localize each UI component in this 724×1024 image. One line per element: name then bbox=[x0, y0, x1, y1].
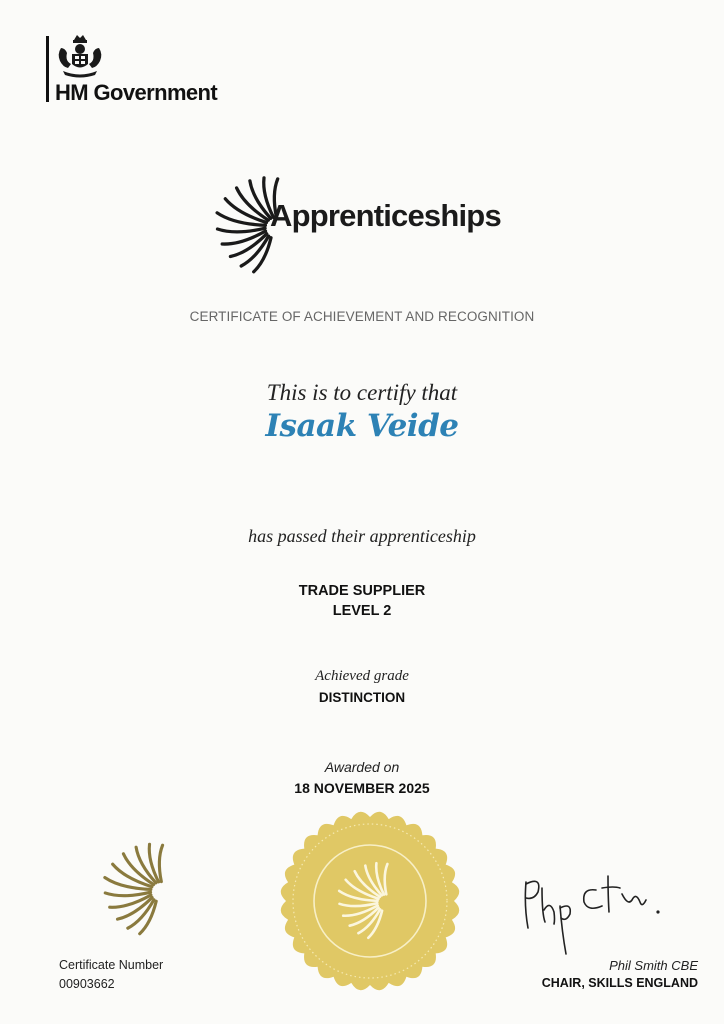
royal-coat-of-arms-icon bbox=[55, 34, 105, 78]
certificate-heading: CERTIFICATE OF ACHIEVEMENT AND RECOGNITION bbox=[189, 309, 535, 324]
grade-value: DISTINCTION bbox=[318, 690, 406, 705]
awarded-date: 18 NOVEMBER 2025 bbox=[294, 780, 430, 796]
certify-line: This is to certify that bbox=[266, 380, 458, 405]
passed-line: has passed their apprenticeship bbox=[248, 526, 476, 546]
certificate-number: 00903662 bbox=[59, 977, 115, 991]
apprenticeships-wordmark: Apprenticeships bbox=[270, 198, 501, 233]
gold-seal-icon bbox=[272, 806, 468, 996]
hm-government-rule bbox=[46, 36, 49, 102]
recipient-name: Isaak Veide bbox=[265, 408, 459, 444]
issuer-name: HM Government bbox=[55, 80, 218, 105]
handwritten-signature-icon bbox=[512, 866, 672, 956]
standard-title: TRADE SUPPLIER bbox=[298, 583, 426, 599]
signatory-name: Phil Smith CBE bbox=[609, 958, 698, 973]
certificate-number-label: Certificate Number bbox=[59, 958, 164, 972]
awarded-label: Awarded on bbox=[324, 759, 400, 775]
apprenticeship-standard bbox=[0, 581, 724, 621]
signatory-title: CHAIR, SKILLS ENGLAND bbox=[541, 976, 698, 990]
gold-fan-icon bbox=[100, 842, 180, 942]
standard-level: LEVEL 2 bbox=[332, 603, 392, 619]
grade-label: Achieved grade bbox=[315, 668, 409, 684]
